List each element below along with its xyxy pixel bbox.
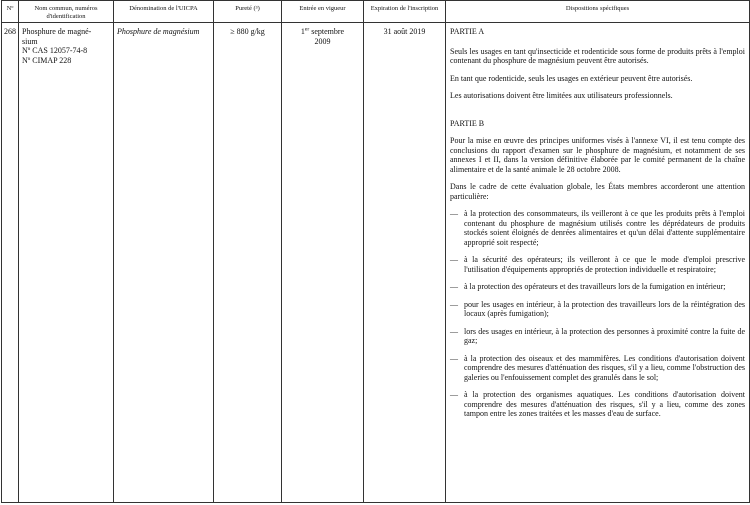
partie-a-title: PARTIE A: [450, 27, 485, 36]
list-item: [450, 255, 745, 274]
list-item-text: pour les usages en intérieur, à la protection des travailleurs lors de la réintégration des locaux (après fumigation);: [464, 299, 745, 318]
substance-table: [1, 0, 750, 503]
header-purete: Pureté (³): [214, 1, 282, 23]
list-item: [450, 209, 745, 247]
list-item-text: à la protection des organismes aquatiques. Les conditions d'autorisation doivent comprendre des mesures d'atténuation des risques, s'il y a lieu, comme des zones tampon entre les zones traitées et les masses d'eau de surface.: [464, 390, 745, 418]
header-uicpa: Dénomination de l'UICPA: [114, 1, 214, 23]
list-item-text: à la sécurité des opérateurs; ils veilleront à ce que le mode d'emploi prescrive l'utilisation d'équipements appropriés de protection individuelle et respiratoire;: [464, 255, 745, 274]
partie-b-title: PARTIE B: [450, 118, 485, 128]
list-dash: —: [450, 353, 458, 363]
partie-b-paragraph-2: Dans le cadre de cette évaluation globale, les États membres accorderont une attention particulière:: [450, 182, 745, 201]
nom-line1: Phosphure de magné-: [22, 27, 92, 36]
header-expiration: Expiration de l'inscription: [364, 1, 446, 23]
entree-line1: [285, 27, 360, 37]
header-num: Nº: [2, 1, 19, 23]
cell-num: 268: [2, 23, 19, 503]
list-item: [450, 282, 745, 292]
list-dash: —: [450, 390, 458, 399]
list-dash: —: [450, 326, 458, 336]
header-dispositions: Dispositions spécifiques: [446, 1, 750, 23]
list-item-text: lors des usages en intérieur, à la protection des personnes à proximité contre la fuite de gaz;: [464, 326, 745, 345]
list-dash: —: [450, 299, 458, 309]
list-item-text: à la protection des consommateurs, ils veilleront à ce que les produits prêts à l'emploi contenant du phosphure de magnésium utilisés contre les déprédateurs de produits stockés soient éloignés de denrées alimentaires et qu'un délai d'attente supplémentaire approprié soit respecté;: [464, 209, 745, 247]
nom-line2: sium: [22, 36, 38, 46]
list-item: [450, 354, 745, 383]
partie-b-paragraph-1: Pour la mise en œuvre des principes uniformes visés à l'annexe VI, il est tenu compte des conclusions du rapport d'examen sur le phosphure de magnésium, et notamment de ses annexes I et II, dans la version définitive élaborée par le comité permanent de la chaîne alimentaire et de la santé animale le 28 octobre 2008.: [450, 136, 745, 174]
cas-number: Nº CAS 12057-74-8: [22, 46, 88, 55]
entree-ordinal: er: [304, 26, 310, 33]
list-item-text: à la protection des oiseaux et des mammifères. Les conditions d'autorisation doivent comprendre des mesures d'atténuation des risques, s'il y a lieu, comme l'obstruction des galeries ou l'enfouissement complet des granulés dans le sol;: [464, 353, 745, 382]
list-dash: —: [450, 255, 458, 264]
list-item-text: à la protection des opérateurs et des travailleurs lors de la fumigation en intérieur;: [464, 282, 726, 291]
header-nom: Nom commun, numéros d'identification: [19, 1, 114, 23]
entree-month: septembre: [309, 27, 345, 36]
header-row: [2, 1, 750, 23]
cell-nom: [19, 23, 114, 503]
partie-a-paragraph-3: Les autorisations doivent être limitées aux utilisateurs professionnels.: [450, 91, 673, 100]
list-dash: —: [450, 209, 458, 218]
partie-a-paragraph-2: En tant que rodenticide, seuls les usages en extérieur peuvent être autorisés.: [450, 73, 693, 83]
entree-line2: 2009: [314, 36, 331, 46]
entree-day: 1: [300, 27, 305, 36]
list-item: [450, 300, 745, 319]
cell-uicpa: Phosphure de magnésium: [114, 23, 214, 503]
partie-a-paragraph-1: Seuls les usages en tant qu'insecticide et rodenticide sous forme de produits prêts à l'emploi contenant du phosphure de magnésium peuvent être autorisés.: [450, 46, 745, 65]
list-item: [450, 390, 745, 419]
list-item: [450, 327, 745, 346]
cimap-number: Nº CIMAP 228: [22, 55, 72, 65]
cell-dispositions: [446, 23, 750, 503]
table-row: [2, 23, 750, 503]
list-dash: —: [450, 282, 458, 291]
cell-purete: ≥ 880 g/kg: [214, 23, 282, 503]
header-entree: Entrée en vigueur: [282, 1, 364, 23]
cell-entree: [282, 23, 364, 503]
cell-expiration: 31 août 2019: [364, 23, 446, 503]
